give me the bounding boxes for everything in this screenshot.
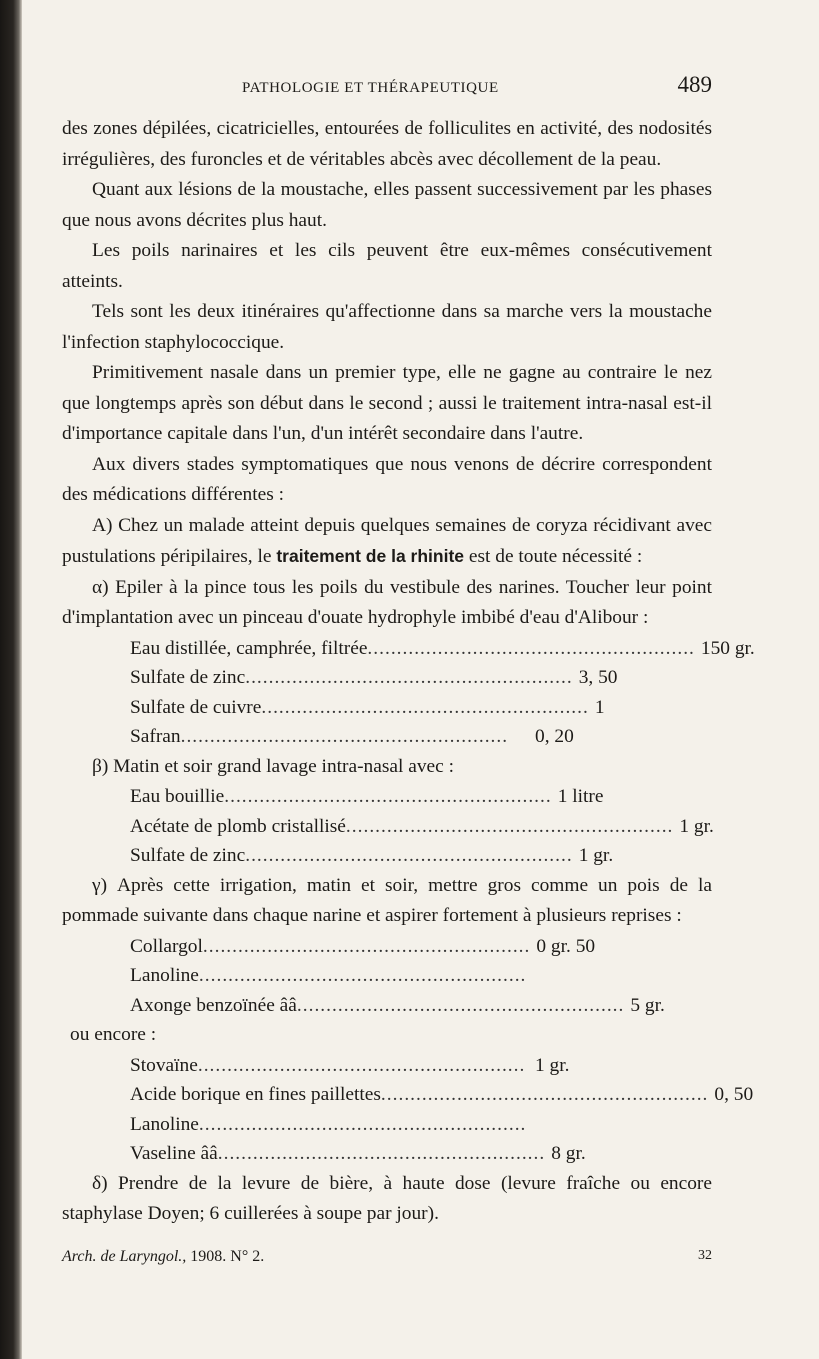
ingredient-name: Sulfate de cuivre xyxy=(130,696,262,718)
ingredient-name: Collargol xyxy=(130,935,203,957)
recipe-line xyxy=(62,1139,640,1169)
recipe-lavage xyxy=(62,782,712,871)
paragraph: Tels sont les deux itinéraires qu'affectionne dans sa marche vers la moustache l'infection staphylococcique. xyxy=(62,301,712,353)
leader-dots: ........................................................ xyxy=(261,696,589,718)
running-title: PATHOLOGIE ET THÉRAPEUTIQUE xyxy=(242,80,499,96)
ingredient-name: Stovaïne xyxy=(130,1054,198,1076)
leader-dots: ........................................................ xyxy=(180,726,509,747)
alternative-label: ou encore : xyxy=(70,1024,157,1045)
ingredient-quantity xyxy=(529,1110,640,1140)
recipe-line xyxy=(62,663,640,693)
leader-dots: ........................................................ xyxy=(296,994,625,1016)
ingredient-name: Vaseline ââ xyxy=(130,1143,218,1164)
ingredient-name: Lanoline xyxy=(130,1113,199,1135)
recipe-line xyxy=(62,812,714,842)
ingredient-quantity: 1 gr. xyxy=(535,1054,570,1076)
leader-dots: ........................................................ xyxy=(197,1054,526,1076)
page-footer xyxy=(62,1248,712,1266)
book-binding-edge xyxy=(0,0,22,1359)
ingredient-name: Axonge benzoïnée ââ xyxy=(130,994,297,1016)
book-page xyxy=(62,0,755,1359)
page-header xyxy=(62,72,712,106)
ingredient-name: Eau bouillie xyxy=(130,786,225,807)
recipe-line xyxy=(62,782,640,812)
ingredient-quantity: 150 gr. xyxy=(700,637,755,659)
ingredient-quantity: 3, 50 xyxy=(578,667,618,688)
recipe-line xyxy=(62,1110,640,1140)
paragraph: Primitivement nasale dans un premier type, elle ne gagne au contraire le nez que longtemps après son début dans le second ; aussi le traitement intra-nasal est-il d'importance capitale dans l'un, d'un intérêt secondaire dans l'autre. xyxy=(62,362,712,444)
ingredient-name: Safran xyxy=(130,726,181,747)
ingredient-quantity xyxy=(529,961,640,991)
ingredient-quantity: 5 gr. xyxy=(630,994,665,1016)
recipe-line xyxy=(62,991,665,1021)
recipe-line xyxy=(62,932,640,962)
ingredient-name: Lanoline xyxy=(130,965,199,986)
recipe-line xyxy=(62,1080,754,1110)
paragraph: Quant aux lésions de la moustache, elles passent successivement par les phases que nous avons décrites plus haut. xyxy=(62,179,712,231)
recipe-line xyxy=(62,693,640,723)
journal-reference: Arch. de Laryngol., xyxy=(62,1248,187,1265)
paragraph: des zones dépilées, cicatricielles, entourées de folliculites en activité, des nodosités irrégulières, des furoncles et de véritables abcès avec décollement de la peau. xyxy=(62,118,712,170)
leader-dots: ........................................................ xyxy=(217,1143,546,1164)
paragraph-text: A) Chez un malade atteint depuis quelques semaines de coryza récidivant avec pustulations péripilaires, le xyxy=(62,514,712,567)
paragraph: Les poils narinaires et les cils peuvent être eux-mêmes consécutivement atteints. xyxy=(62,240,712,292)
paragraph-treatment-a xyxy=(62,511,712,573)
leader-dots: ........................................................ xyxy=(198,1113,527,1135)
ingredient-quantity: 1 litre xyxy=(557,786,604,807)
leader-dots: ........................................................ xyxy=(202,935,531,957)
ingredient-quantity: 0, 20 xyxy=(535,726,574,747)
ingredient-quantity: 1 xyxy=(594,696,605,718)
ingredient-name: Sulfate de zinc xyxy=(130,845,246,866)
paragraph: Aux divers stades symptomatiques que nous venons de décrire correspondent des médications différentes : xyxy=(62,453,712,505)
recipe-alibour xyxy=(62,634,755,752)
leader-dots: ........................................................ xyxy=(367,637,695,659)
paragraph-text: est de toute nécessité : xyxy=(464,546,643,567)
signature-mark: 32 xyxy=(698,1248,712,1263)
emphasis-text: traitement de la rhinite xyxy=(276,546,465,566)
recipe-line xyxy=(62,1051,640,1081)
leader-dots: ........................................................ xyxy=(380,1084,709,1105)
paragraph: β) Matin et soir grand lavage intra-nasal avec : xyxy=(92,755,454,777)
paragraph: γ) Après cette irrigation, matin et soir, mettre gros comme un pois de la pommade suivante dans chaque narine et aspirer fortement à plusieurs reprises : xyxy=(62,874,712,926)
recipe-line xyxy=(62,841,640,871)
ingredient-quantity: 0, 50 xyxy=(714,1084,754,1105)
leader-dots: ........................................................ xyxy=(245,667,573,688)
leader-dots: ........................................................ xyxy=(224,786,552,807)
ingredient-quantity: 8 gr. xyxy=(551,1143,586,1164)
ingredient-quantity: 1 gr. xyxy=(578,845,614,866)
recipe-line xyxy=(62,634,755,664)
leader-dots: ........................................................ xyxy=(198,965,527,986)
ingredient-name: Acide borique en fines paillettes xyxy=(130,1084,381,1105)
ingredient-quantity: 0 gr. 50 xyxy=(536,935,596,957)
leader-dots: ........................................................ xyxy=(345,815,674,837)
ingredient-name: Eau distillée, camphrée, filtrée xyxy=(130,637,368,659)
recipe-pommade xyxy=(62,932,712,1021)
paragraph: α) Epiler à la pince tous les poils du vestibule des narines. Toucher leur point d'implantation avec un pinceau d'ouate hydrophyle imbibé d'eau d'Alibour : xyxy=(62,576,712,628)
ingredient-quantity: 1 gr. xyxy=(679,815,714,837)
recipe-pommade-alt xyxy=(62,1051,754,1169)
recipe-line xyxy=(62,961,640,991)
recipe-line xyxy=(62,722,640,752)
journal-issue: 1908. N° 2. xyxy=(190,1248,265,1265)
paragraph: δ) Prendre de la levure de bière, à haute dose (levure fraîche ou encore staphylase Doyen; 6 cuillerées à soupe par jour). xyxy=(62,1172,712,1224)
ingredient-name: Acétate de plomb cristallisé xyxy=(130,815,346,837)
leader-dots: ........................................................ xyxy=(245,845,573,866)
ingredient-name: Sulfate de zinc xyxy=(130,667,246,688)
page-number: 489 xyxy=(677,72,712,97)
page-body xyxy=(62,114,755,1230)
